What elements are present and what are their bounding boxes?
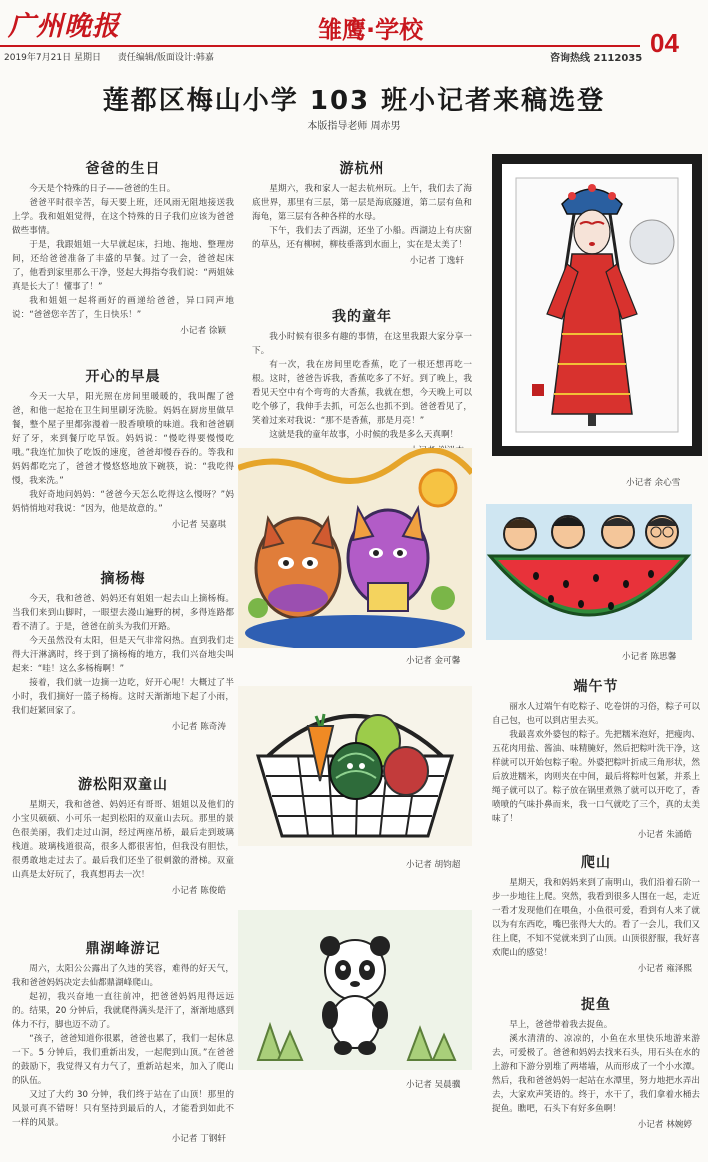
paragraph: 我小时候有很多有趣的事情，在这里我跟大家分享一下。 — [252, 332, 472, 356]
paragraph: 今天虽然没有太阳，但是天气非常闷热。直到我们走得大汗淋漓时，终于到了摘杨梅的地方，我们兴奋地尖叫起来：“哇！这么多杨梅啊！” — [12, 636, 234, 674]
paragraph: 有一次，我在房间里吃香蕉，吃了一根还想再吃一根。这时，爸爸告诉我，香蕉吃多了不好。到了晚上，我看见天空中有个弯弯的大香蕉，我就在想，今天晚上可以吃个够了，我伸手去抓，可怎么也抓不到。爸爸看见了，笑着过来对我说：“那不是香蕉，那是月亮！” — [252, 360, 472, 426]
figure-caption: 小记者 胡钧超 — [406, 860, 461, 870]
article-author: 小记者 徐颖 — [180, 326, 226, 336]
article-author: 小记者 林婉婷 — [637, 1120, 692, 1130]
article-title: 捉鱼 — [581, 997, 611, 1013]
article-title: 游杭州 — [339, 161, 385, 177]
article-title: 游松阳双童山 — [78, 777, 168, 793]
fruit-basket-image — [238, 686, 472, 846]
article-author: 小记者 陈奇涛 — [171, 722, 226, 732]
article-morning — [12, 366, 234, 532]
paragraph: 丽水人过端午有吃粽子、吃卷饼的习俗，粽子可以自己包，也可以到店里去买。 — [492, 702, 700, 726]
article-author: 小记者 陈俊皓 — [171, 886, 226, 896]
issue-meta — [4, 50, 228, 63]
article-author: 小记者 吴嘉琪 — [171, 520, 226, 530]
page-number: 04 — [650, 28, 679, 58]
issue-date: 2019年7月21日 星期日 — [4, 53, 101, 63]
editor-credit: 责任编辑/版面设计:韩嘉 — [117, 53, 214, 63]
paragraph: 早上，爸爸带着我去捉鱼。 — [509, 1020, 613, 1030]
article-title: 摘杨梅 — [100, 571, 146, 587]
drawing-watermelon — [486, 504, 692, 662]
figure-caption: 小记者 陈思馨 — [622, 652, 677, 662]
paragraph: 这就是我的童年故事，小时候的我是多么天真啊！ — [269, 430, 459, 440]
paragraph: 周六，太阳公公露出了久违的笑容，难得的好天气，我和爸爸妈妈决定去仙都鼎湖峰爬山。 — [12, 964, 234, 988]
article-songyang — [12, 774, 234, 898]
article-author: 小记者 丁钢轩 — [171, 1134, 226, 1144]
figure-caption: 小记者 吴晨骥 — [406, 1080, 461, 1090]
article-plum — [12, 568, 234, 734]
paragraph: 爸爸平时很辛苦，每天要上班，还风雨无阻地接送我上学。我和姐姐觉得，在这个特殊的日子我们应该为爸爸做些事情。 — [12, 198, 234, 236]
article-author: 小记者 朱涌皓 — [637, 830, 692, 840]
drawing-foxes — [238, 448, 472, 666]
article-title: 我的童年 — [332, 309, 392, 325]
section-title: 雏鹰·学校 — [318, 15, 424, 44]
paragraph: 又过了大约 30 分钟，我们终于站在了山顶！那里的风景可真不错呀！只有坚持到最后的人，才能看到如此不一样的风景。 — [12, 1090, 234, 1128]
article-dragonboat — [492, 676, 700, 842]
panda-drawing-image — [238, 910, 472, 1070]
paragraph: 今天，我和爸爸、妈妈还有姐姐一起去山上摘杨梅。当我们来到山脚时，一眼望去漫山遍野的树，多得连路都看不清了。于是，爸爸在前头为我们开路。 — [12, 594, 234, 632]
paragraph: 星期六，我和家人一起去杭州玩。上午，我们去了海底世界，那里有三层，第一层是海底隧道，第二层有鱼和海龟，第三层有各种各样的水母。 — [252, 184, 472, 222]
masthead — [0, 0, 708, 62]
page-byline: 本版指导老师 周赤男 — [307, 121, 401, 132]
paragraph: 我最喜欢外婆包的粽子。先把糯米泡好，把瘦肉、五花肉用盐、酱油、味精腌好，然后把粽叶洗干净，这样就可以开始包粽子啦。外婆把粽叶折成三角形状，然后放进糯米，肉则夹在中间，最后将粽叶包紧，并系上绳子就可以了。粽子放在锅里煮熟了就可以开吃了，香喷喷的气味扑鼻而来，我一口气就吃了三个，真的太美味了！ — [492, 730, 700, 824]
article-childhood — [252, 306, 472, 458]
article-dinghu — [12, 938, 234, 1146]
article-title: 爸爸的生日 — [85, 161, 161, 177]
paragraph: 星期天，我和爸爸、妈妈还有哥哥、姐姐以及他们的小宝贝硕硕、小可乐一起到松阳的双童山去玩。那里的景色很美丽，我们走过山洞，经过两座吊桥，最后走到玻璃栈道。玻璃栈道很高，很多人都很害怕，但我没有胆怯，很勇敢地走过去了。最后我们还坐了很刺激的滑梯。双童山真是太好玩了，我真想再去一次！ — [12, 800, 234, 880]
article-climb — [492, 852, 700, 976]
paragraph: 于是，我跟姐姐一大早就起床，扫地、拖地、整理房间，还给爸爸准备了丰盛的早餐。过了一会，爸爸起床了，他看到家里那么干净，竖起大拇指夸我们说：“两姐妹真是长大了！懂事了！” — [12, 240, 234, 292]
paragraph: 我和姐姐一起将画好的画递给爸爸，异口同声地说：“爸爸您辛苦了，生日快乐！” — [12, 296, 234, 320]
paragraph: 今天是个特殊的日子——爸爸的生日。 — [29, 184, 176, 194]
drawing-fruit-basket — [238, 686, 472, 870]
paragraph: 我好奇地问妈妈：“爸爸今天怎么吃得这么慢呀？”妈妈悄悄地对我说：“因为，他是故意的。” — [12, 490, 234, 514]
figure-caption: 小记者 金可馨 — [406, 656, 461, 666]
paragraph: 下午，我们去了西湖，还坐了小船。西湖边上有庆窗的草丛，还有柳树，柳枝垂落到水面上，实在是太美了！ — [252, 226, 472, 250]
paragraph: “孩子，爸爸知道你很累，爸爸也累了，我们一起休息一下。5 分钟后，我们重新出发，一起爬到山顶。”在爸爸的鼓励下，我觉得又有力气了，重新站起来，加入了爬山的队伍。 — [12, 1034, 234, 1086]
article-title: 开心的早晨 — [85, 369, 161, 385]
page-headline: 莲都区梅山小学 103 班小记者来稿选登 — [102, 86, 606, 116]
paragraph: 今天一大早，阳光照在房间里暖暖的，我叫醒了爸爸，和他一起抢在卫生间里刷牙洗脸。妈妈在厨房里做早餐，整个屋子里都弥漫着一股香喷喷的味道。我和爸爸刷好了牙，来到餐厅吃早饭。妈妈说：“慢吃得要慢慢吃哦。”我连忙加快了吃饭的速度，爸爸却慢吞吞的。等我和妈妈都吃完了，爸爸才慢悠悠地放下碗筷，说：“我吃得慢，我来洗。” — [12, 392, 234, 486]
framed-painting-opera — [492, 154, 702, 488]
article-title: 爬山 — [581, 855, 611, 871]
newspaper-logo: 广州晚报 — [8, 11, 120, 42]
figure-caption: 小记者 余心雪 — [626, 478, 681, 488]
article-hangzhou — [252, 158, 472, 268]
section-name: 雏鹰 — [318, 16, 366, 44]
paragraph: 溪水清清的、凉凉的，小鱼在水里快乐地游来游去，可爱极了。爸爸和妈妈去找来石头，用石头在水的上游和下游分别堆了两堵墙，从而形成了一个小水潭。然后，我和爸爸妈妈一起站在水潭里，努力地把水弄出去，大家欢声笑语的。终于，水干了，我们拿着水桶去捉鱼。瞧吧，石头下有好多鱼啊！ — [492, 1034, 700, 1114]
paragraph: 星期天，我和妈妈来到了南明山，我们沿着石阶一步一步地往上爬。突然，我看到很多人围在一起，走近一看才发现他们在喂鱼，小鱼很可爱，看到有人来了就以为有东西吃，嘴巴张得大大的。看了一会儿，我们又往上爬，不知不觉就来到了山顶。山顶很舒服，我好喜欢爬山的感觉！ — [492, 878, 700, 958]
paragraph: 起初，我兴奋地一直往前冲，把爸爸妈妈甩得远远的。结果，20 分钟后，我就爬得满头是汗了，渐渐地感到体力不行，脚也迈不动了。 — [12, 992, 234, 1030]
article-author: 小记者 雍泽熙 — [637, 964, 692, 974]
hotline: 咨询热线 2112035 — [550, 53, 643, 64]
article-birthday — [12, 158, 234, 338]
article-title: 鼎湖峰游记 — [85, 941, 161, 957]
opera-painting-image — [492, 154, 702, 456]
section-sub: 学校 — [375, 15, 424, 44]
fox-drawing-image — [238, 448, 472, 648]
article-fishing — [492, 994, 700, 1132]
article-title: 端午节 — [573, 679, 619, 695]
watermelon-drawing-image — [486, 504, 692, 640]
header-rule — [0, 45, 640, 47]
article-author: 小记者 丁逸轩 — [409, 256, 464, 266]
drawing-panda — [238, 910, 472, 1090]
paragraph: 接着，我们就一边摘一边吃，好开心呢！大概过了半小时，我们摘好一篮子杨梅。这时天渐渐地下起了小雨，我们赶紧回家了。 — [12, 678, 234, 716]
